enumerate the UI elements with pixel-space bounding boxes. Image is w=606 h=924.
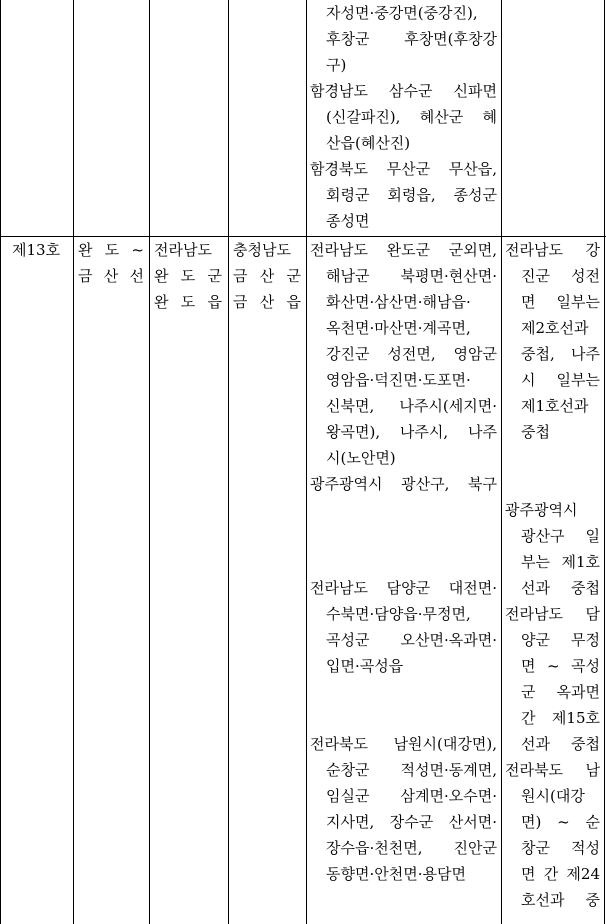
region-line: 지사면, 장수군 산서면· [326, 813, 497, 831]
table-border-right [604, 0, 605, 924]
region-line: 시(노안면) [326, 449, 396, 467]
region-line: 함경북도 무산군 무산읍, [310, 160, 497, 178]
region-line: 구) [326, 56, 347, 74]
note-line: 제2호선과 [521, 319, 589, 337]
note-line: 시 일부는 [521, 371, 600, 389]
column-divider-5 [501, 0, 502, 924]
end-point-line: 금 산 군 [233, 267, 301, 285]
region-line [310, 497, 497, 523]
region-line [310, 549, 497, 575]
start-point-line: 완 도 군 [154, 267, 222, 285]
note-line: 호선과 중 [521, 891, 600, 909]
region-line: 수북면·담양읍·무정면, [326, 605, 471, 623]
region-line: 순창군 적성면·동계면, [326, 761, 497, 779]
note-line: 선과 중첩 [521, 735, 600, 753]
route-number-cell [12, 237, 70, 263]
note-line: 광산구 일 [521, 527, 600, 545]
table-border-left [0, 0, 1, 924]
column-divider-1 [73, 0, 74, 924]
note-line: 선과 중첩 [521, 579, 600, 597]
region-line: 광주광역시 광산구, 북구 [310, 475, 497, 493]
start-point-line: 전라남도 [154, 241, 212, 259]
note-line: 진군 성전 [521, 267, 600, 285]
start-point-line: 완 도 읍 [154, 293, 222, 311]
route-region-cell [310, 237, 497, 924]
note-line: 면 ~ 곡성 [521, 657, 600, 675]
start-point-cell [154, 237, 222, 327]
end-point-line: 금 산 읍 [233, 293, 301, 311]
end-point-cell [233, 237, 301, 327]
region-line: 후창군 후창면(후창강 [326, 30, 497, 48]
note-line: 전라남도 담 [505, 605, 600, 623]
route-name-line: 금 산 선 [78, 267, 144, 285]
note-line: 면) ~ 순 [521, 813, 600, 831]
note-line: 군 옥과면 [521, 683, 600, 701]
region-line: 산읍(혜산진) [326, 134, 411, 152]
note-line: 양군 무정 [521, 631, 600, 649]
region-line: 임실군 삼계면·오수면· [326, 787, 497, 805]
region-line: 해남군 북평면·현산면· [326, 267, 497, 285]
note-line: 중첩 [521, 423, 550, 441]
note-line: 중첩, 나주 [521, 345, 600, 363]
region-line [310, 523, 497, 549]
region-line: 장수읍·천천면, 진안군 [326, 839, 497, 857]
region-line: 영암읍·덕진면·도포면· [326, 371, 471, 389]
note-line: 간 제15호 [521, 709, 600, 727]
note-line: 광주광역시 [505, 501, 578, 519]
route-note-cell [505, 237, 600, 924]
region-line: (신갈파진), 혜산군 혜 [326, 108, 497, 126]
region-line: 전라북도 남원시(대강면), [310, 735, 497, 753]
region-line: 함경남도 삼수군 신파면 [310, 82, 497, 100]
note-line: 제1호선과 [521, 397, 589, 415]
note-line [505, 445, 600, 471]
note-line: 면 일부는 [521, 293, 600, 311]
end-point-line: 충청남도 [233, 241, 291, 259]
region-line: 화산면·삼산면·해남읍· [326, 293, 471, 311]
route-name-cell [78, 237, 144, 297]
note-line: 면 간 제24 [521, 865, 600, 883]
note-line [505, 471, 600, 497]
region-line: 강진군 성전면, 영암군 [326, 345, 497, 363]
region-line: 전라남도 담양군 대전면· [310, 579, 497, 597]
region-line: 신북면, 나주시(세지면· [326, 397, 497, 415]
region-line: 종성면 [326, 212, 370, 230]
route-name-line: 완 도 ~ [78, 241, 144, 259]
prev-row-region-cell [310, 0, 497, 236]
region-line: 옥천면·마산면·계곡면, [326, 319, 471, 337]
region-line: 동향면·안천면·용담면 [326, 865, 466, 883]
region-line: 곡성군 오산면·옥과면· [326, 631, 497, 649]
region-line [310, 705, 497, 731]
region-line: 자성면·중강면(중강진), [326, 4, 478, 22]
region-line [310, 679, 497, 705]
region-line: 전라남도 완도군 군외면, [310, 241, 497, 259]
column-divider-4 [306, 0, 307, 924]
region-line: 입면·곡성읍 [326, 657, 404, 675]
region-line: 왕곡면), 나주시, 나주 [326, 423, 497, 441]
region-line: 회령군 회령읍, 종성군 [326, 186, 497, 204]
note-line: 부는 제1호 [521, 553, 600, 571]
note-line: 창군 적성 [521, 839, 600, 857]
column-divider-3 [228, 0, 229, 924]
note-line: 전라북도 남 [505, 761, 600, 779]
column-divider-2 [149, 0, 150, 924]
note-line: 원시(대강 [521, 787, 585, 805]
route-number: 제13호 [12, 241, 61, 259]
note-line: 전라남도 강 [505, 241, 600, 259]
